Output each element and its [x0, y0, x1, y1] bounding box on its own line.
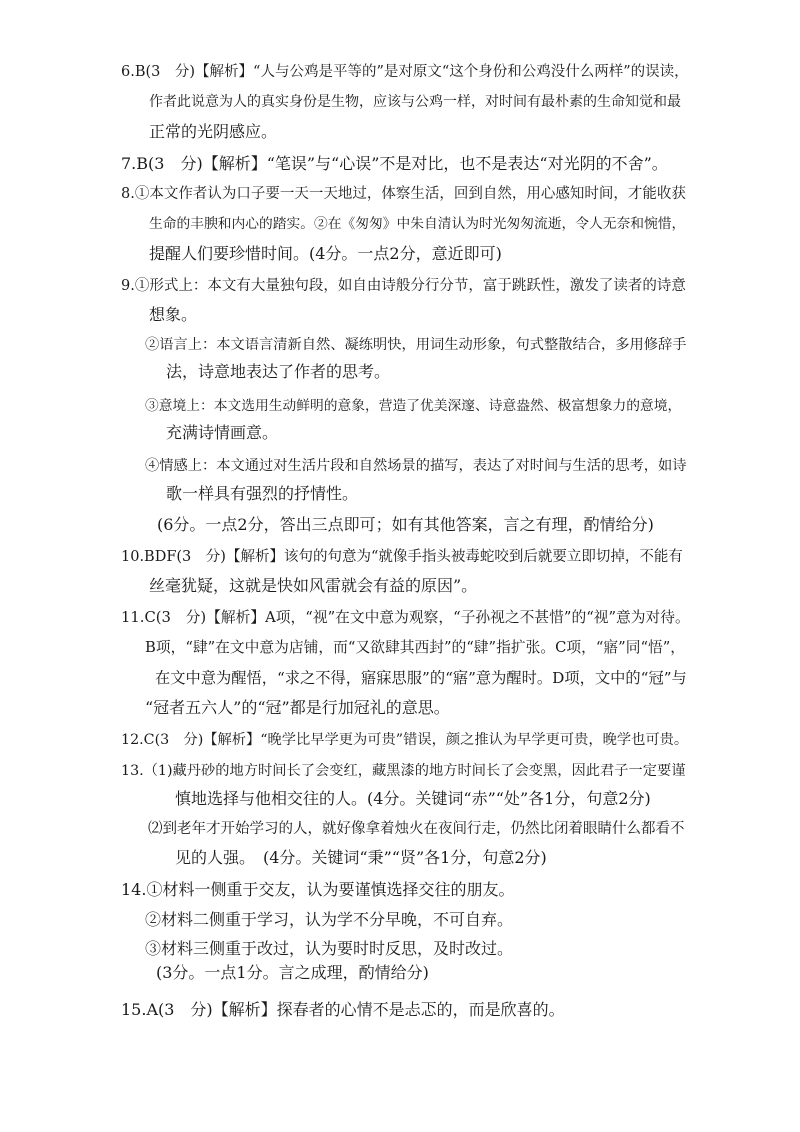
q11-line-4: “冠者五六人”的“冠”都是行加冠礼的意思。: [145, 698, 450, 717]
q8-line-3: 提醒人们要珍惜时间。(4分。一点2分，意近即可): [149, 244, 502, 263]
q13-line-1: 13.（1)藏丹砂的地方时间长了会变红，藏黑漆的地方时间长了会变黑，因此君子一定要谨: [121, 763, 686, 779]
q9-line-7: ④情感上：本文通过对生活片段和自然场景的描写，表达了对时间与生活的思考，如诗: [145, 458, 687, 474]
q8-line-2: 生命的丰腴和内心的踏实。②在《匆匆》中朱自清认为时光匆匆流逝，令人无奈和惋惜，: [149, 216, 686, 232]
q7-line-1: 7.B(3 分)【解析】“笔误”与“心误”不是对比，也不是表达“对光阴的不舍”。: [121, 154, 668, 173]
q11-line-2: B项，“肆”在文中意为店铺，而“又欲肆其西封”的“肆”指扩张。C项，“寤”同“悟”，: [145, 639, 686, 656]
q14-scoring: (3分。一点1分。言之成理，酌情给分): [156, 963, 429, 982]
q6-line-1: 6.B(3 分)【解析】“人与公鸡是平等的”是对原文“这个身份和公鸡没什么两样”的误读，: [121, 64, 689, 80]
q12-line-1: 12.C(3 分)【解析】“晚学比早学更为可贵”错误，颜之推认为早学更可贵，晚学也可贵。: [121, 732, 689, 748]
q14-line-3: ③材料三侧重于改过，认为要时时反思，及时改过。: [145, 939, 514, 958]
q14-line-2: ②材料二侧重于学习，认为学不分早晚，不可自弃。: [145, 910, 514, 929]
q9-line-5: ③意境上：本文选用生动鲜明的意象，营造了优美深邃、诗意盎然、极富想象力的意境，: [145, 398, 682, 414]
q6-line-3: 正常的光阴感应。: [149, 122, 278, 141]
q9-line-3: ②语言上：本文语言清新自然、凝练明快，用词生动形象，句式整散结合，多用修辞手: [145, 337, 687, 353]
q10-line-1: 10.BDF(3 分)【解析】该句的句意为“就像手指头被毒蛇咬到后就要立即切掉，不能有: [121, 549, 683, 565]
q14-line-1: 14.①材料一侧重于交友，认为要谨慎选择交往的朋友。: [121, 880, 515, 899]
q9-line-8: 歌一样具有强烈的抒情性。: [166, 484, 359, 503]
q13-line-3: ⑵到老年才开始学习的人，就好像拿着烛火在夜间行走，仍然比闭着眼睛什么都看不: [148, 821, 685, 837]
q13-line-4: 见的人强。 (4分。关键词“秉”“贤”各1分，句意2分): [175, 848, 547, 867]
q9-scoring: (6分。一点2分，答出三点即可；如有其他答案，言之有理，酌情给分): [157, 515, 654, 534]
q9-line-4: 法，诗意地表达了作者的思考。: [166, 362, 391, 381]
q9-line-2: 想象。: [149, 305, 198, 324]
q13-line-2: 慎地选择与他相交往的人。(4分。关键词“赤”“处”各1分，句意2分): [175, 789, 651, 808]
q6-line-2: 作者此说意为人的真实身份是生物，应该与公鸡一样，对时间有最朴素的生命知觉和最: [149, 94, 681, 110]
q15-line-1: 15.A(3 分)【解析】探春者的心情不是忐忑的，而是欣喜的。: [121, 1000, 565, 1019]
q11-line-3: 在文中意为醒悟，“求之不得，寤寐思服”的“寤”意为醒时。D项，文中的“冠”与: [155, 669, 687, 687]
q11-line-1: 11.C(3 分)【解析】A项，“视”在文中意为观察，“子孙视之不甚惜”的“视”意为对待。: [121, 609, 690, 626]
q10-line-2: 丝毫犹疑，这就是快如风雷就会有益的原因”。: [149, 576, 478, 595]
q8-line-1: 8.①本文作者认为口子要一天一天地过，体察生活，回到自然，用心感知时间，才能收获: [121, 186, 686, 202]
q9-line-6: 充满诗情画意。: [166, 423, 279, 442]
q9-line-1: 9.①形式上：本文有大量独句段，如自由诗般分行分节，富于跳跃性，激发了读者的诗意: [121, 278, 686, 294]
